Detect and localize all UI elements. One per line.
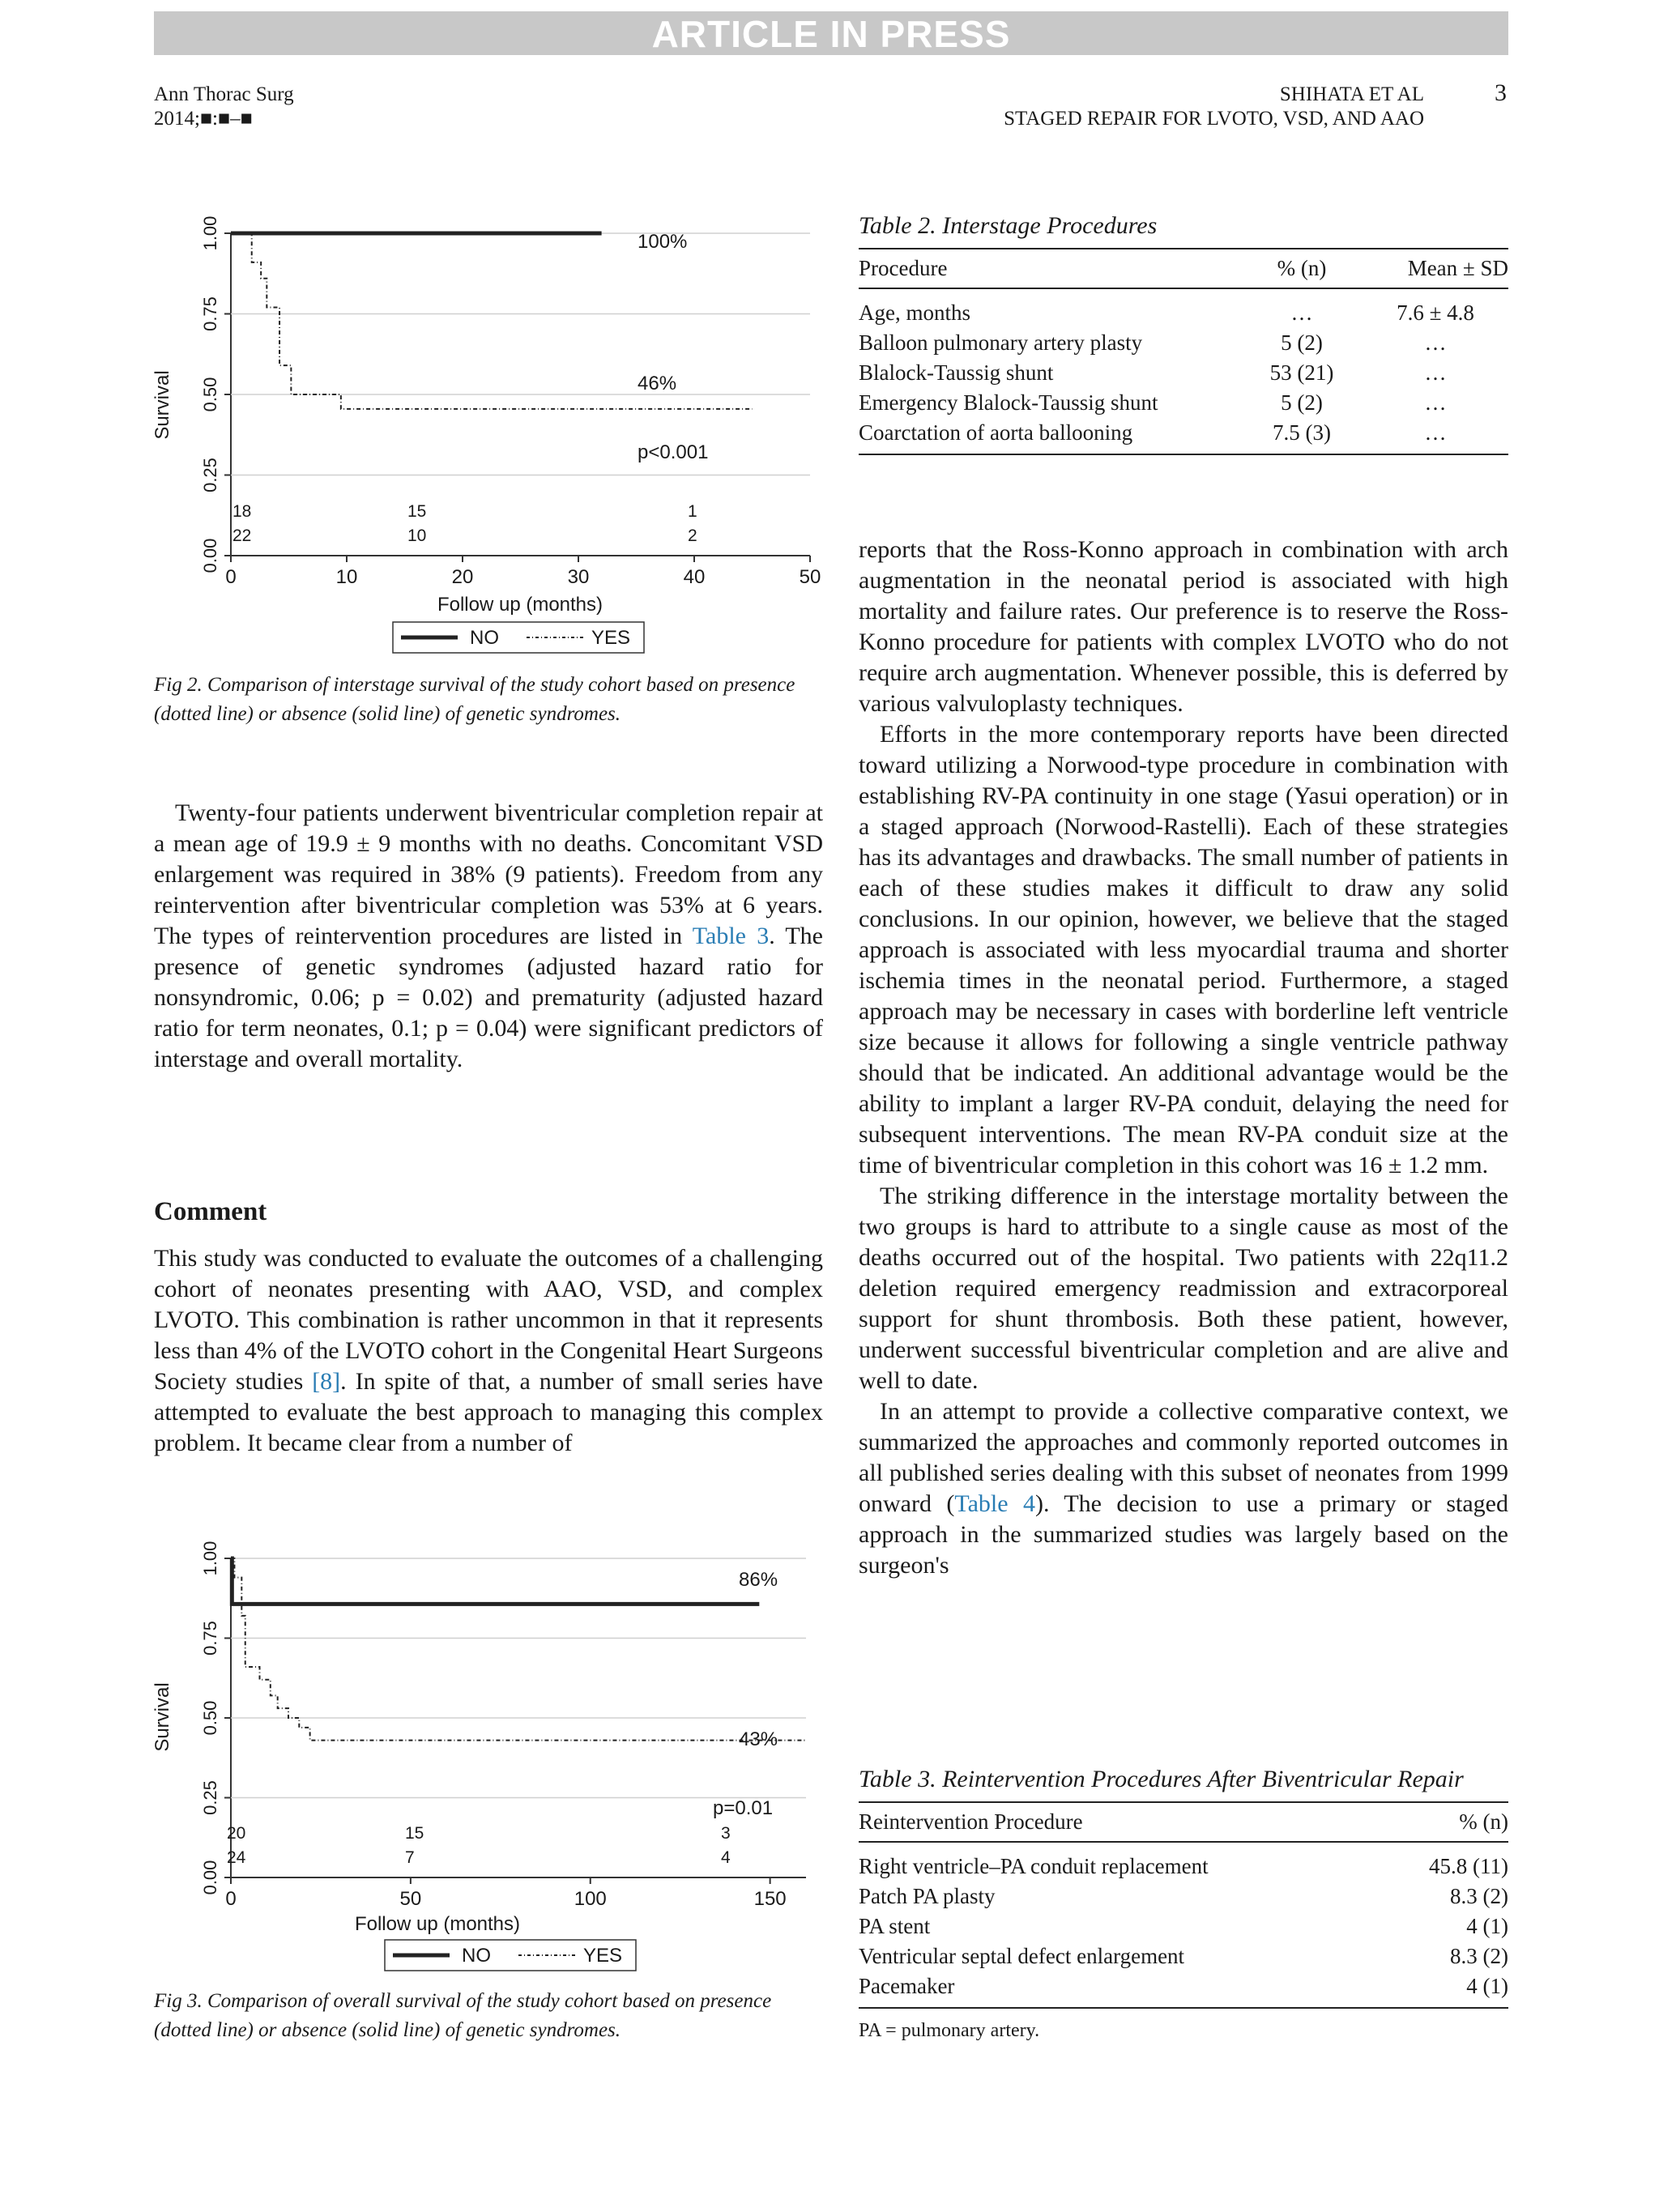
comment-para-b: . In spite of that, a number of small series have attempted to evaluate the best approach to managing this complex problem. It became clear from a number of: [154, 1368, 823, 1456]
annotation-label: 100%: [638, 231, 688, 253]
reference-8-link[interactable]: [8]: [312, 1368, 341, 1395]
table-cell: Right ventricle–PA conduit replacement: [859, 1854, 1209, 1878]
risk-table-value: 7: [405, 1848, 415, 1867]
figure-3: [151, 1539, 818, 2045]
table-row: [859, 388, 1508, 418]
journal-header: [154, 83, 294, 131]
table3-title: Table 3. Reintervention Procedures After Biventricular Repair: [859, 1766, 1464, 1792]
table-cell: Patch PA plasty: [859, 1884, 996, 1908]
risk-table-value: 2: [688, 526, 697, 545]
table-cell: 53 (21): [1269, 360, 1334, 385]
y-tick-label: 0.00: [200, 538, 220, 573]
table2-col-procedure: Procedure: [859, 256, 948, 280]
annotation-label: 46%: [638, 373, 677, 394]
risk-table-value: 15: [407, 502, 427, 521]
x-tick-label: 50: [399, 1888, 422, 1910]
table3-grid: [859, 1801, 1508, 2009]
fig2-caption: Fig 2. Comparison of interstage survival of the study cohort based on presence (dotted line) or absence (solid line) of genetic syndromes.: [154, 674, 795, 725]
table-cell: 5 (2): [1281, 330, 1323, 355]
y-tick-label: 0.50: [200, 1700, 220, 1736]
table-row: [859, 328, 1508, 358]
x-tick-label: 150: [753, 1888, 787, 1910]
right-paragraph-2: Efforts in the more contemporary reports have been directed toward utilizing a Norwood-type procedure in combination with establishing RV-PA continuity in one stage (Yasui operation) or in a staged approach (Norwood-Rastelli). Each of these strategies has its advantages and drawbacks. The small number of patients in each of these studies makes it difficult to draw any solid conclusions. In our opinion, however, we believe that the staged approach is associated with less myocardial trauma and shorter ischemia times in the neonatal period. Furthermore, a staged approach may be necessary in cases with borderline left ventricle size because it allows for following a single ventricle pathway should that be indicated. An additional advantage would be the ability to implant a larger RV-PA conduit, delaying the need for subsequent interventions. The mean RV-PA conduit size at the time of biventricular completion in this cohort was 16 ± 1.2 mm.: [859, 721, 1508, 1178]
table-cell: 8.3 (2): [1450, 1884, 1508, 1908]
y-tick-label: 0.00: [200, 1860, 220, 1895]
table-row: [859, 358, 1508, 388]
risk-table-value: 15: [405, 1824, 424, 1843]
annotation-label: p<0.001: [638, 441, 709, 463]
table-cell: …: [1363, 418, 1508, 454]
table-cell: 7.5 (3): [1241, 418, 1363, 454]
table-cell: Coarctation of aorta ballooning: [859, 418, 1241, 454]
right-paragraph-4: [859, 1396, 1508, 1581]
annotation-label: 86%: [739, 1569, 778, 1591]
table-row: [859, 288, 1508, 328]
table3-link[interactable]: Table 3: [692, 923, 770, 949]
table3-header-row: [859, 1802, 1508, 1842]
right-para4-b: ). The decision to use a primary or staged approach in the summarized studies was largely based on the surgeon's: [859, 1490, 1508, 1579]
table-row: [859, 1882, 1508, 1912]
page-number: 3: [1495, 79, 1507, 106]
table-cell: PA stent: [859, 1914, 931, 1938]
journal-name: Ann Thorac Surg: [154, 83, 294, 105]
left-paragraph-1: [154, 798, 823, 1075]
legend-no: NO: [462, 1945, 491, 1967]
table-cell: Pacemaker: [859, 1971, 1346, 2008]
x-axis-label: Follow up (months): [354, 1913, 521, 1935]
y-axis-label: Survival: [151, 370, 173, 440]
y-tick-label: 0.25: [200, 1780, 220, 1815]
fig3-chart: [151, 1539, 818, 1980]
fig3-caption: Fig 3. Comparison of overall survival of the study cohort based on presence (dotted line) or absence (solid line) of genetic syndromes.: [154, 1990, 772, 2041]
annotation-label: 43%: [739, 1728, 778, 1750]
x-tick-label: 30: [567, 566, 590, 588]
table-cell: 5 (2): [1281, 390, 1323, 415]
table2-col-mean: Mean ± SD: [1407, 256, 1508, 280]
running-title: STAGED REPAIR FOR LVOTO, VSD, AND AAO: [1004, 108, 1424, 130]
table-row: [859, 1941, 1508, 1971]
authors: SHIHATA ET AL: [1279, 83, 1424, 105]
table-cell: 4 (1): [1466, 1914, 1508, 1938]
comment-para-a: This study was conducted to evaluate the outcomes of a challenging cohort of neonates presenting with AAO, VSD, and complex LVOTO. This combination is rather uncommon in that it represents less than 4% of the LVOTO cohort in the Congenital Heart Surgeons Society studies: [154, 1245, 823, 1395]
risk-table-value: 4: [721, 1848, 731, 1867]
table-row: [859, 1971, 1508, 2008]
x-tick-label: 40: [683, 566, 706, 588]
table-cell: …: [1424, 360, 1447, 385]
table-cell: 7.6 ± 4.8: [1397, 300, 1474, 325]
risk-table-value: 18: [232, 502, 252, 521]
legend-no: NO: [470, 627, 499, 649]
x-tick-label: 20: [451, 566, 474, 588]
y-tick-label: 0.75: [200, 296, 220, 331]
table-cell: …: [1290, 300, 1313, 325]
risk-table-value: 10: [407, 526, 427, 545]
table-row: [859, 418, 1508, 454]
x-tick-label: 0: [225, 1888, 237, 1910]
table2-grid: [859, 248, 1508, 455]
figure-2: [151, 202, 821, 729]
table-cell: Age, months: [859, 300, 970, 325]
table-cell: Blalock-Taussig shunt: [859, 360, 1054, 385]
legend-yes: YES: [591, 627, 631, 649]
table3-col-procedure: Reintervention Procedure: [859, 1809, 1083, 1834]
legend: [393, 622, 644, 653]
comment-heading: Comment: [154, 1197, 267, 1226]
risk-table-value: 24: [227, 1848, 246, 1867]
legend: [385, 1940, 636, 1971]
table-3: [859, 1766, 1508, 2042]
x-tick-label: 0: [225, 566, 237, 588]
journal-issue: 2014;■:■–■: [154, 108, 253, 130]
x-axis-label: Follow up (months): [437, 594, 603, 616]
x-tick-label: 10: [335, 566, 358, 588]
table3-col-pct: % (n): [1459, 1809, 1508, 1834]
y-tick-label: 1.00: [200, 215, 220, 251]
left-para1-b: . The presence of genetic syndromes (adjusted hazard ratio for nonsyndromic, 0.06; p = 0.02) and prematurity (adjusted hazard ratio for term neonates, 0.1; p = 0.04) were significant predictors of interstage and overall mortality.: [154, 923, 823, 1072]
table2-header-row: [859, 249, 1508, 288]
risk-table-value: 22: [232, 526, 252, 545]
table-cell: Emergency Blalock-Taussig shunt: [859, 390, 1158, 415]
y-tick-label: 0.75: [200, 1621, 220, 1656]
table3-footnote: PA = pulmonary artery.: [859, 2020, 1040, 2041]
comment-paragraph: [154, 1243, 823, 1459]
article-in-press-banner: ARTICLE IN PRESS: [154, 11, 1508, 55]
table-2: [859, 212, 1508, 455]
table-cell: …: [1424, 330, 1447, 355]
table-cell: 4 (1): [1346, 1971, 1508, 2008]
table-cell: …: [1424, 390, 1447, 415]
y-tick-label: 0.50: [200, 377, 220, 412]
legend-yes: YES: [583, 1945, 623, 1967]
series-no-line: [231, 1558, 759, 1604]
table4-link[interactable]: Table 4: [954, 1490, 1035, 1517]
table-cell: Balloon pulmonary artery plasty: [859, 330, 1143, 355]
table-cell: 45.8 (11): [1429, 1854, 1508, 1878]
y-tick-label: 0.25: [200, 458, 220, 492]
left-para1-a: Twenty-four patients underwent biventricular completion repair at a mean age of 19.9 ± 9 months with no deaths. Concomitant VSD enlargement was required in 38% (9 patients). Freedom from any reintervention after biventricular completion was 53% at 6 years. The types of reintervention procedures are listed in: [154, 799, 823, 949]
table-cell: 8.3 (2): [1450, 1944, 1508, 1968]
y-tick-label: 1.00: [200, 1541, 220, 1576]
table2-title: Table 2. Interstage Procedures: [859, 212, 1158, 239]
table-row: [859, 1912, 1508, 1941]
right-paragraph-3: The striking difference in the interstage mortality between the two groups is hard to attribute to a single cause as most of the deaths occurred out of the hospital. Two patients with 22q11.2 deletion required emergency readmission and extracorporeal support for shunt thrombosis. Both these patient, however, underwent successful biventricular completion and are alive and well to date.: [859, 1183, 1508, 1394]
table-cell: Ventricular septal defect enlargement: [859, 1944, 1185, 1968]
y-axis-label: Survival: [151, 1682, 173, 1752]
fig2-chart: [151, 202, 821, 664]
right-para4-a: In an attempt to provide a collective comparative context, we summarized the approaches and commonly reported outcomes in all published series dealing with this subset of neonates from 1999 onward (: [859, 1398, 1508, 1517]
table2-col-pct: % (n): [1277, 256, 1327, 280]
right-column-text: [859, 535, 1508, 1581]
risk-table-value: 1: [688, 502, 697, 521]
x-tick-label: 100: [574, 1888, 607, 1910]
running-header: [1004, 83, 1424, 131]
table-row: [859, 1842, 1508, 1882]
right-paragraph-1: reports that the Ross-Konno approach in combination with arch augmentation in the neonatal period is associated with high mortality and failure rates. Our preference is to reserve the Ross-Konno procedure for patients with complex LVOTO who do not require arch augmentation. Whenever possible, this is deferred by various valvuloplasty techniques.: [859, 536, 1508, 717]
series-yes-line: [231, 1558, 806, 1741]
risk-table-value: 3: [721, 1824, 731, 1843]
x-tick-label: 50: [799, 566, 821, 588]
annotation-label: p=0.01: [713, 1797, 774, 1819]
risk-table-value: 20: [227, 1824, 246, 1843]
